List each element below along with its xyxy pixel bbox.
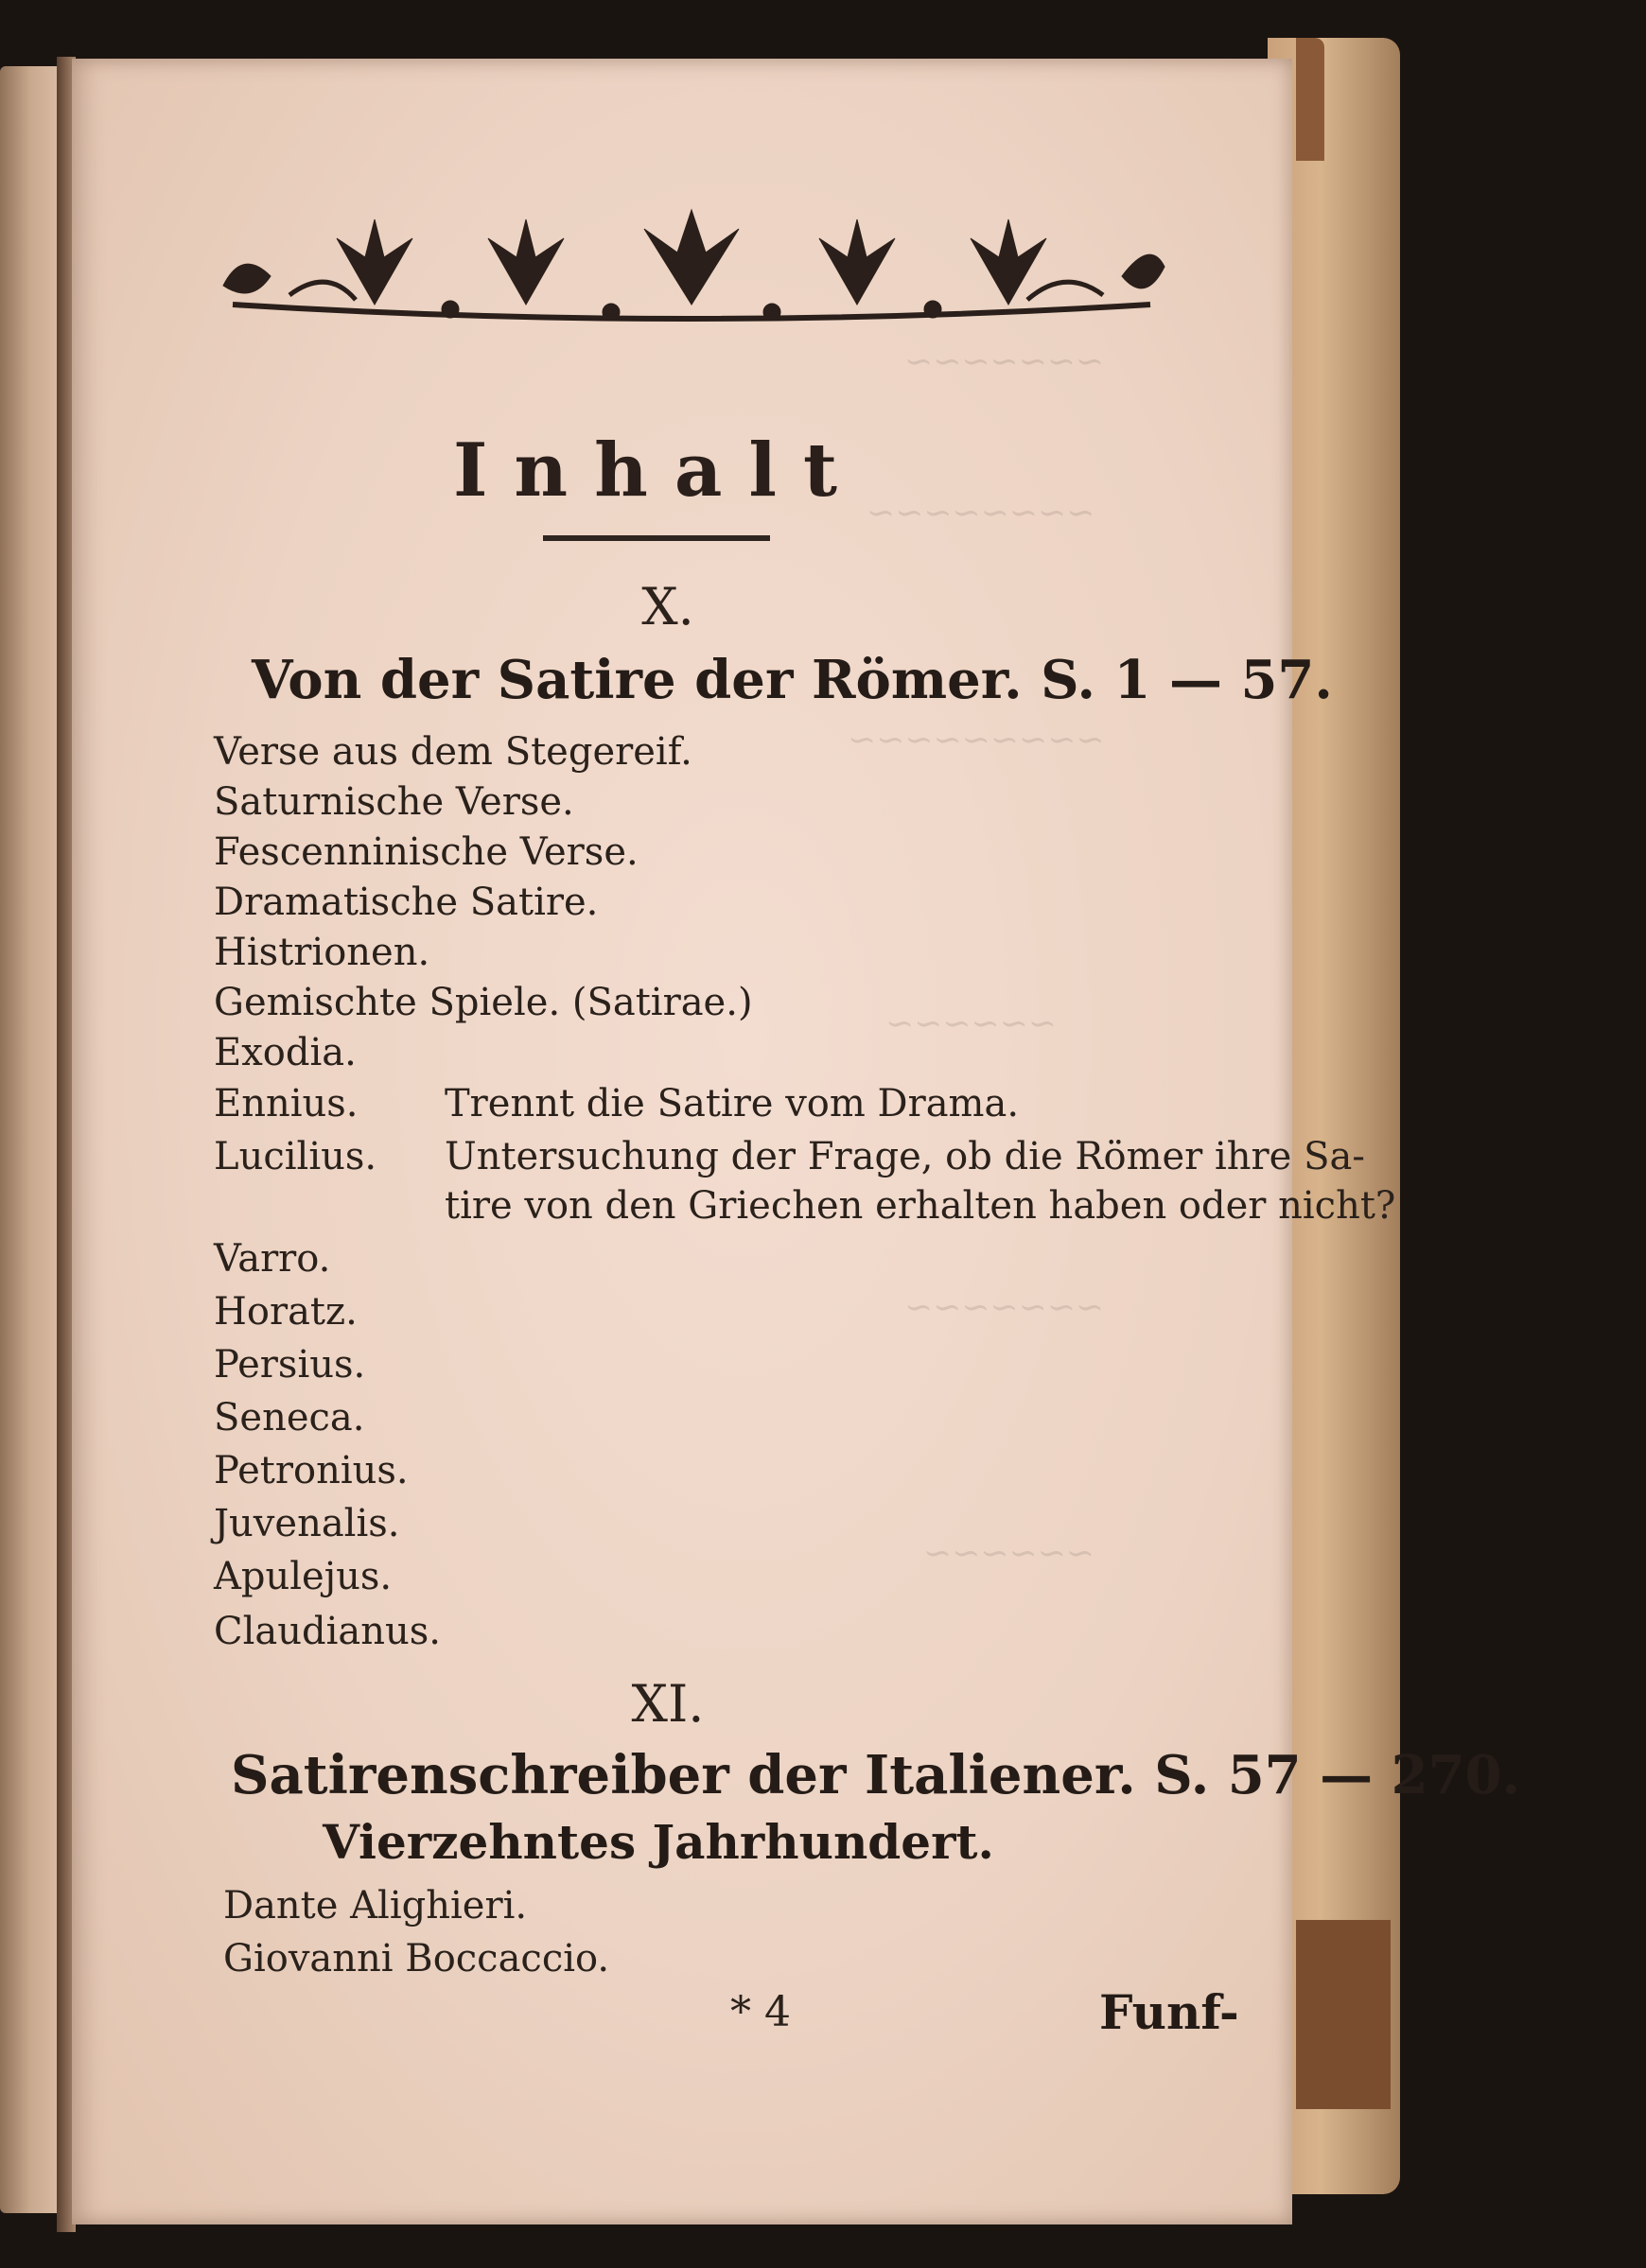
bleed-through-mark: ~~~~~~~: [904, 1288, 1105, 1327]
toc-entry: Claudianus.: [214, 1610, 442, 1653]
bleed-through-mark: ~~~~~~: [885, 1004, 1057, 1043]
toc-entry: Verse aus dem Stegereif.: [214, 730, 692, 774]
toc-entry: Petronius.: [214, 1449, 409, 1492]
cover-corner-bottom: [1296, 1920, 1391, 2109]
toc-entry: Persius.: [214, 1343, 366, 1387]
toc-entry: Gemischte Spiele. (Satirae.): [214, 981, 753, 1024]
catchword: Funf-: [1099, 1984, 1239, 2040]
toc-entry: Lucilius.: [214, 1135, 377, 1178]
toc-entry-desc: Trennt die Satire vom Drama.: [445, 1082, 1020, 1125]
toc-entry: Fescenninische Verse.: [214, 830, 639, 874]
toc-entry: Dante Alighieri.: [223, 1884, 528, 1928]
palmette-icon: [819, 219, 895, 305]
palmette-icon: [644, 210, 739, 305]
toc-entry: Ennius.: [214, 1082, 359, 1125]
toc-entry: Histrionen.: [214, 931, 430, 974]
section-title: Satirenschreiber der Italiener. S. 57 — 270.: [231, 1744, 1521, 1806]
ornamental-headpiece: [214, 201, 1169, 361]
section-number: XI.: [631, 1674, 705, 1734]
toc-entry: Giovanni Boccaccio.: [223, 1937, 610, 1980]
bleed-through-mark: ~~~~~~: [923, 1534, 1094, 1573]
section-subtitle: Vierzehntes Jahrhundert.: [323, 1814, 994, 1870]
title-rule: [543, 535, 770, 541]
toc-entry-desc: Untersuchung der Frage, ob die Römer ihre Sa-: [445, 1135, 1365, 1178]
toc-entry: Apulejus.: [214, 1555, 393, 1598]
toc-entry: Exodia.: [214, 1031, 357, 1074]
toc-entry: Varro.: [214, 1237, 331, 1281]
toc-entry: Horatz.: [214, 1290, 358, 1334]
bleed-through-mark: ~~~~~~~~~: [848, 721, 1105, 759]
palmette-icon: [488, 219, 564, 305]
signature-mark: * 4: [730, 1988, 791, 2036]
section-title: Von der Satire der Römer. S. 1 — 57.: [252, 649, 1333, 711]
toc-entry: Saturnische Verse.: [214, 780, 574, 824]
bleed-through-mark: ~~~~~~~~: [867, 494, 1095, 532]
section-number: X.: [641, 577, 694, 637]
toc-entry: Juvenalis.: [214, 1502, 400, 1545]
book-page: [72, 59, 1521, 2224]
toc-entry: Dramatische Satire.: [214, 881, 599, 924]
cover-corner-top: [1296, 38, 1324, 161]
page-title: Inhalt: [452, 427, 865, 514]
bleed-through-mark: ~~~~~~~: [904, 342, 1105, 381]
toc-entry-desc: tire von den Griechen erhalten haben oder nicht?: [445, 1184, 1396, 1228]
toc-entry: Seneca.: [214, 1396, 365, 1439]
